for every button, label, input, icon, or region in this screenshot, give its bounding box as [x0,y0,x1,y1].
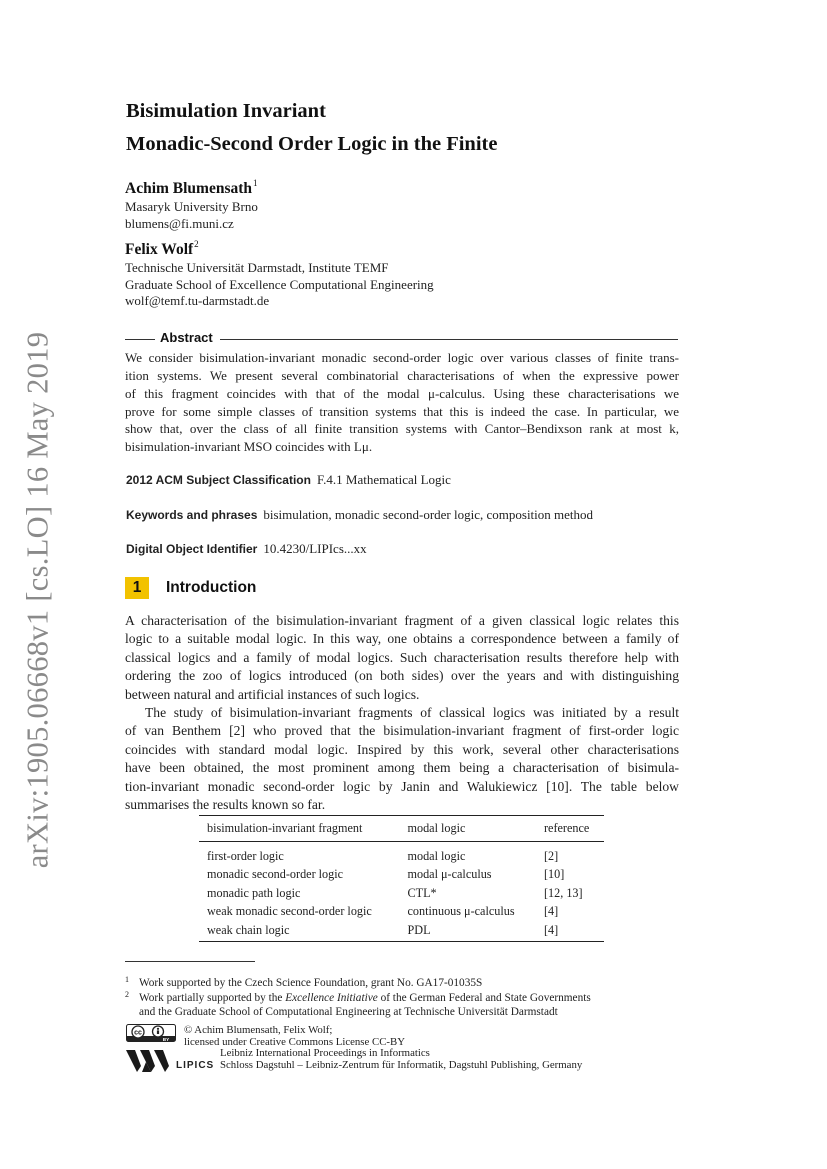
table-header-fragment: bisimulation-invariant fragment [199,816,400,842]
author-1-institution: Masaryk University Brno [125,199,258,214]
keywords-value: bisimulation, monadic second-order logic, composition method [263,507,594,522]
table-cell: weak monadic second-order logic [207,904,372,919]
paragraph-1-line-4: ordering the zoo of logics introduced (on both sides) over the years and with distinguishing [125,668,679,683]
author-2-institution: Technische Universität Darmstadt, Institute TEMF [125,260,389,275]
keywords [126,507,593,523]
footnote-1-mark: 1 [125,975,129,984]
abstract-line-3: of this fragment coincides with that of the modal μ-calculus. Using these characterisations we [125,386,679,401]
table-cell: [12, 13] [543,885,583,900]
paragraph-1-line-3: classical logics and a family of modal logics. Such characterisation results therefore help with [125,650,679,665]
paragraph-2-line-1: The study of bisimulation-invariant fragments of classical logics was initiated by a result [145,705,679,720]
footnote-1-text: Work supported by the Czech Science Foundation, grant No. GA17-01035S [139,977,483,989]
table-cell: modal μ-calculus [407,867,492,882]
abstract-label: Abstract [160,330,213,345]
author-2-name: Felix Wolf [125,241,194,258]
table-row [199,921,604,942]
license-copyright: © Achim Blumensath, Felix Wolf; [184,1024,333,1036]
footnote-2-text-italic: Excellence Initiative [285,992,378,1004]
acm-label: 2012 ACM Subject Classification [126,473,311,487]
table-cell: first-order logic [207,849,284,863]
table-cell: PDL [400,921,536,942]
footnote-2-text-after: of the German Federal and State Governments [377,992,591,1004]
table-cell: [2] [543,849,559,863]
footnote-2-line-2: and the Graduate School of Computational Engineering at Technische Universität Darmstadt [139,1006,558,1018]
paper-title-line-2: Monadic-Second Order Logic in the Finite [126,133,498,155]
author-2-affiliation [125,260,434,310]
doi [126,541,367,557]
doi-value: 10.4230/LIPIcs...xx [263,541,367,556]
table-cell: continuous μ-calculus [407,904,515,919]
acm-classification [126,472,451,488]
table-header-row [199,816,604,842]
abstract-line-6: bisimulation-invariant MSO coincides with Lμ. [125,439,373,454]
acm-value: F.4.1 Mathematical Logic [316,472,451,487]
table-row [199,865,604,883]
doi-label: Digital Object Identifier [126,542,258,556]
table-cell: monadic second-order logic [207,867,344,882]
footnote-rule [125,961,255,962]
paragraph-1-line-2: logic to a suitable modal logic. In this way, one obtains a correspondence between a family of [125,631,679,646]
table-cell: modal logic [407,849,466,863]
author-2-email: wolf@temf.tu-darmstadt.de [125,293,270,308]
author-2-graduate-school: Graduate School of Excellence Computational Engineering [125,276,434,292]
svg-text:BY: BY [162,1036,170,1042]
abstract-line-5: show that, over the class of all finite transition systems with Cantor–Bendixson rank at most k, [125,421,679,436]
abstract-line-2: ition systems. We present several combinatorial characterisations of when the expressive power [125,368,679,383]
svg-text:cc: cc [134,1029,142,1037]
license-proceedings: Leibniz International Proceedings in Informatics [220,1047,430,1059]
abstract-line-1: We consider bisimulation-invariant monadic second-order logic over various classes of finite trans- [125,350,679,365]
license-publisher: Schloss Dagstuhl – Leibniz-Zentrum für Informatik, Dagstuhl Publishing, Germany [220,1059,583,1071]
table-cell: [4] [536,921,604,942]
section-title: Introduction [166,579,257,596]
paragraph-1-line-1: A characterisation of the bisimulation-invariant fragment of a given classical logic relates this [125,613,679,628]
table-row [199,902,604,920]
table-header-reference: reference [536,816,604,842]
license-cc-by: licensed under Creative Commons License CC-BY [184,1036,405,1048]
lipics-word: LIPICS [176,1060,215,1071]
paragraph-2-line-6: summarises the results known so far. [125,797,326,812]
results-table [199,815,604,942]
table-row [199,884,604,902]
table-header-modal-logic: modal logic [400,816,536,842]
paragraph-2-line-3: coincides with standard modal logic. Inspired by this work, several other characterisations [125,742,679,757]
table-row [199,842,604,866]
author-2 [125,239,199,259]
paragraph-1-line-5: between natural and artificial instances of such logics. [125,687,420,702]
abstract-rule-right [220,339,678,340]
table-cell: [4] [543,904,559,919]
table-cell: [10] [543,867,565,882]
footnote-2-text-before: Work partially supported by the [139,992,286,1004]
footnote-2 [125,988,591,1019]
cc-by-badge-icon [126,1024,176,1042]
author-1-name: Achim Blumensath [125,180,253,197]
keywords-label: Keywords and phrases [126,508,258,522]
paper-title-line-1: Bisimulation Invariant [126,100,326,122]
table-cell: CTL* [407,885,437,900]
paragraph-2-line-4: have been obtained, the most prominent among them being a characterisation of bisimula- [125,760,679,775]
author-2-mark: 2 [194,239,199,249]
footnote-2-mark: 2 [125,990,129,999]
author-1 [125,178,258,198]
table-cell: monadic path logic [207,885,301,900]
paragraph-2-line-2: of van Benthem [2] who proved that the bisimulation-invariant fragment of first-order logic [125,723,679,738]
abstract-heading [125,330,678,348]
abstract-rule-left [125,339,155,340]
arxiv-stamp-text: arXiv:1905.06668v1 [cs.LO] 16 May 2019 [20,331,55,869]
abstract-line-4: prove for some simple classes of transition systems that this is indeed the case. In particular, we [125,404,679,419]
author-1-affiliation [125,199,258,232]
author-1-mark: 1 [253,178,258,188]
author-1-email: blumens@fi.muni.cz [125,215,234,231]
table-cell: weak chain logic [199,921,400,942]
paragraph-2-line-5: tion-invariant monadic second-order logic by Janin and Walukiewicz [10]. The table below [125,779,679,794]
section-number-badge: 1 [125,577,149,599]
